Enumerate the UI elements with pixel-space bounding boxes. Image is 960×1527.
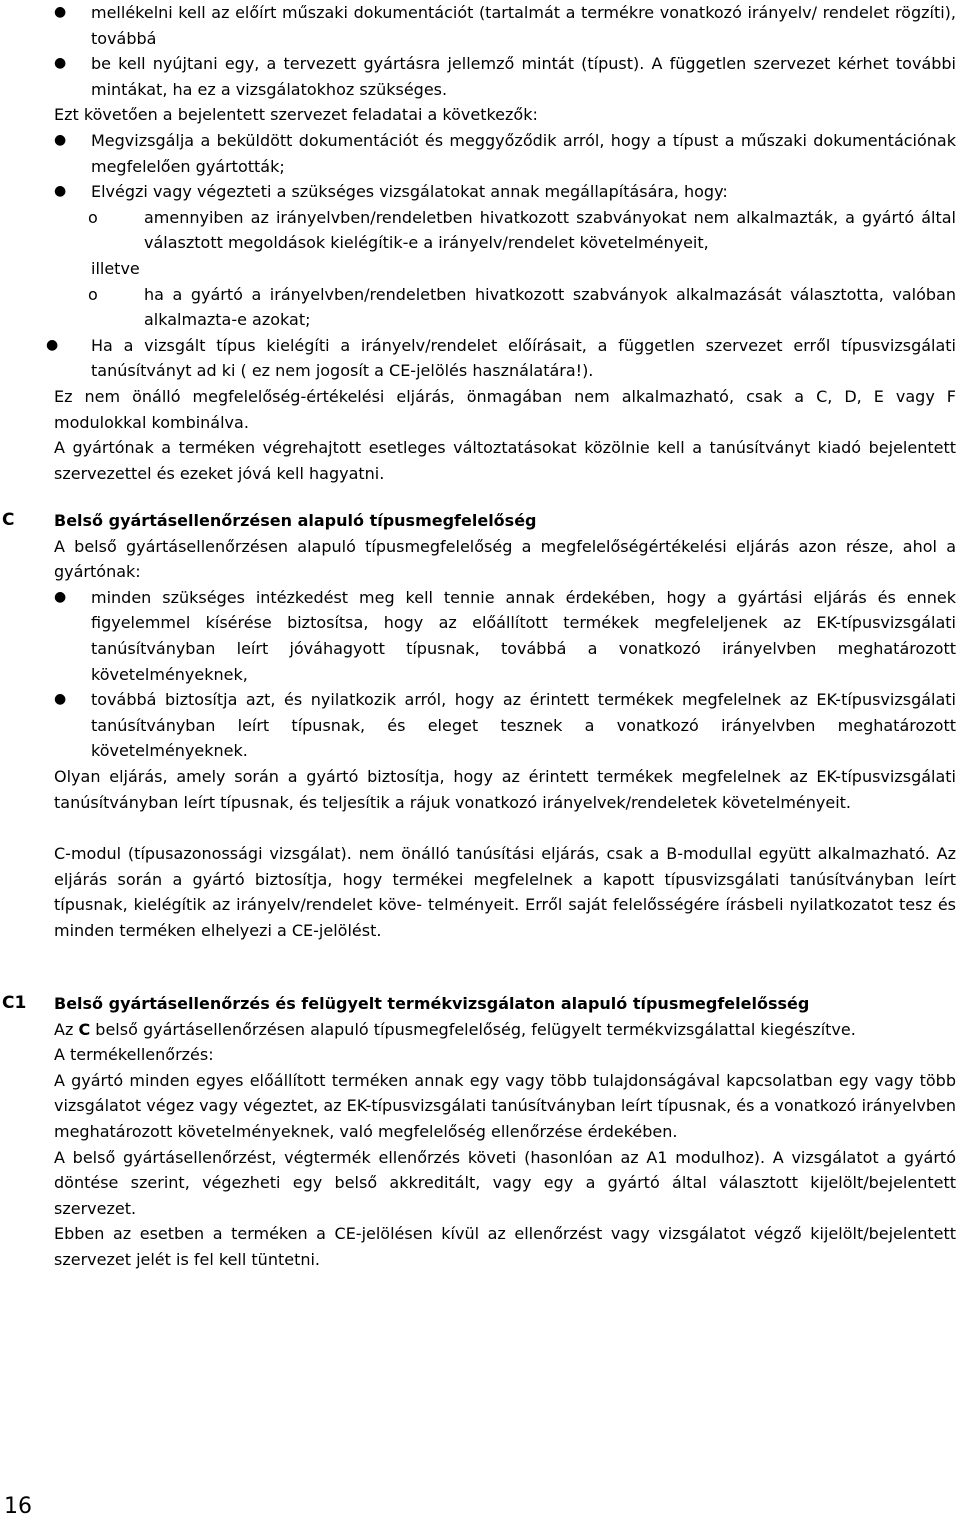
- sub-list-item: o amennyiben az irányelvben/rendeletben hivatkozott szabványokat nem alkalmazták, a gyártó által választott megoldások kielégítik-e a irányelv/rendelet követelményeit,: [54, 205, 956, 256]
- list-item: ● mellékelni kell az előírt műszaki dokumentációt (tartalmát a termékre vonatkozó irányelv/ rendelet rögzíti), továbbá: [54, 0, 956, 51]
- section-title: Belső gyártásellenőrzés és felügyelt termékvizsgálaton alapuló típusmegfelelősség: [54, 994, 810, 1013]
- bullet-icon: ●: [54, 183, 67, 200]
- list-item: ● továbbá biztosítja azt, és nyilatkozik arról, hogy az érintett termékek megfelelnek az EK-típusvizsgálati tanúsítványban leírt típusnak, és eleget tesznek a vonatkozó irányelvben meghatározott követelményeknek.: [54, 687, 956, 764]
- page-number: 16: [4, 1494, 32, 1519]
- list-item: ● Ha a vizsgált típus kielégíti a irányelv/rendelet előírásait, a független szervezet erről típusvizsgálati tanúsítványt ad ki ( ez nem jogosít a CE-jelölés használatára!).: [54, 333, 956, 384]
- section-c: [54, 508, 956, 944]
- paragraph: Ebben az esetben a terméken a CE-jelölésen kívül az ellenőrzést vagy vizsgálatot végző kijelölt/bejelentett szervezet jelét is fel kell tüntetni.: [54, 1224, 956, 1269]
- section-b-continuation: [46, 0, 956, 486]
- circle-bullet-icon: o: [88, 284, 98, 304]
- paragraph: A gyártó minden egyes előállított terméken annak egy vagy több tulajdonságával kapcsolatban egy vagy több vizsgálatot végez vagy végeztet, az EK-típusvizsgálati tanúsítványban leírt típusnak, és a vonatkozó irányelvben meghatározott követelményeknek, való megfelelőség ellenőrzése érdekében.: [54, 1070, 956, 1141]
- paragraph: A belső gyártásellenőrzést, végtermék ellenőrzés követi (hasonlóan az A1 modulhoz). A vizsgálatot a gyártó döntése szerint, végezheti egy belső akkreditált, vagy egy a gyártó által választott kijelölt/bejelentett szervezet.: [54, 1147, 956, 1218]
- section-intro: Az C belső gyártásellenőrzésen alapuló típusmegfelelőség, felügyelt termékvizsgálattal kiegészítve.: [54, 1019, 856, 1039]
- module-note: A gyártónak a terméken végrehajtott esetleges változtatásokat közölnie kell a tanúsítványt kiadó bejelentett szervezettel és ezeket jóvá kell hagyatni.: [54, 438, 956, 483]
- sub-label: A termékellenőrzés:: [54, 1045, 214, 1065]
- circle-bullet-icon: o: [88, 207, 98, 227]
- list-item: ● Elvégzi vagy végezteti a szükséges vizsgálatokat annak megállapítására, hogy:: [54, 179, 956, 205]
- bullet-icon: ●: [46, 336, 59, 353]
- bullet-icon: ●: [54, 588, 67, 605]
- section-title: Belső gyártásellenőrzésen alapuló típusmegfelelőség: [54, 511, 537, 530]
- list-item: ● Megvizsgálja a beküldött dokumentációt és meggyőződik arról, hogy a típust a műszaki dokumentációnak megfelelően gyártották;: [54, 128, 956, 179]
- section-label-c: C: [2, 510, 15, 530]
- paragraph: Olyan eljárás, amely során a gyártó biztosítja, hogy az érintett termékek megfelelnek az EK-típusvizsgálati tanúsítványban leírt típusnak, és teljesítik a rájuk vonatkozó irányelvek/rendeletek követelményeit.: [54, 766, 956, 812]
- bullet-icon: ●: [54, 55, 67, 72]
- sub-list-item: o ha a gyártó a irányelvben/rendeletben hivatkozott szabványok alkalmazását választotta, valóban alkalmazta-e azokat;: [54, 282, 956, 333]
- bullet-icon: ●: [54, 691, 67, 708]
- module-note: Ez nem önálló megfelelőség-értékelési eljárás, önmagában nem alkalmazható, csak a C, D, E vagy F modulokkal kombinálva.: [54, 386, 956, 432]
- paragraph: C-modul (típusazonossági vizsgálat). nem önálló tanúsítási eljárás, csak a B-modullal együtt alkalmazható. Az eljárás során a gyártó biztosítja, hogy termékei megfelelnek a kapott típusvizsgálati tanúsítványban leírt típusnak, kielégítik az irányelv/rendelet köve- telményeit. Erről saját felelősségére írásbeli nyilatkozatot tesz és minden terméken elhelyezi a CE-jelölést.: [54, 844, 956, 940]
- bullet-icon: ●: [54, 4, 67, 20]
- section-label-c1: C1: [2, 993, 27, 1013]
- connector-text: illetve: [91, 258, 140, 278]
- list-item: ● be kell nyújtani egy, a tervezett gyártásra jellemző mintát (típust). A független szervezet kérhet további mintákat, ha ez a vizsgálatokhoz szükséges.: [54, 51, 956, 102]
- section-c1: [54, 991, 956, 1273]
- list-item: ● minden szükséges intézkedést meg kell tennie annak érdekében, hogy a gyártási eljárás és ennek figyelemmel kísérése biztosítsa, hogy az előállított termékek megfeleljenek az EK-típusvizsgálati tanúsítványban leírt jóváhagyott típusnak, továbbá a vonatkozó irányelvben meghatározott követelményeknek,: [54, 585, 956, 687]
- section-intro: A belső gyártásellenőrzésen alapuló típusmegfelelőség a megfelelőségértékelési eljárás azon része, ahol a gyártónak:: [54, 536, 956, 582]
- tasks-intro: Ezt követően a bejelentett szervezet feladatai a következők:: [54, 105, 538, 125]
- bullet-icon: ●: [54, 131, 67, 148]
